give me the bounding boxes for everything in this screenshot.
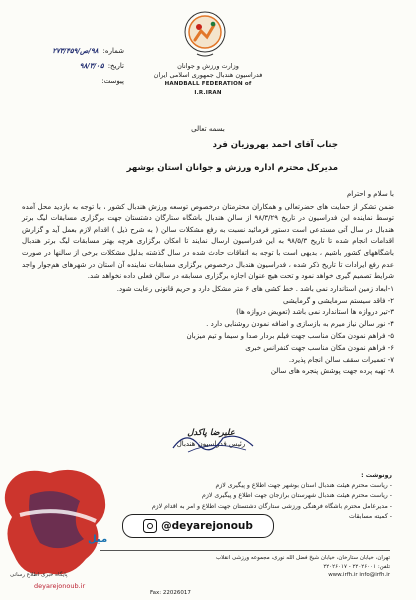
fax-line: Fax: 22026017: [150, 590, 191, 596]
letter-number: ۹۸/ص/۲۷۳/۴۵۹: [52, 47, 99, 55]
letter-date: ۹۸/۳/۰۵: [79, 62, 104, 70]
watermark-handle: [122, 514, 274, 538]
cc-line: - ریاست محترم هیئت هندبال شهرستان برازجان جهت اطلاع و پیگیری لازم: [202, 492, 392, 500]
letter-meta: [6, 44, 124, 89]
partial-overlay-text: میل: [88, 534, 108, 545]
main-paragraph: ضمن تشکر از حمایت های حضرتعالی و همکاران محترمتان درخصوص توسعه ورزش هندبال کشور ، با توجه به بازدید محل آمده توسط نماینده این فدراسیون در تاریخ ۹۸/۳/۲۹ از سالن هندبال باشگاه ستارگان دشتستان جهت برگزاری مسابقات لیگ برتر هندبال در سال آتی مستدعی است دستور فرمائید نسبت به رفع مشکلات سالن ( به شرح ذیل ) اقدام لازم بعمل آید و گزارش اقدامات انجام شده تا تاریخ ۹۸/۵/۳ به این فدراسیون ارسال نمایند تا امکان برگزاری هرچه بهتر مسابقات لیگ برتر هندبال باشگاههای کشور باشیم ، بدیهی است با توجه به اتفاقات حادث شده در سال گذشته بدلیل مشکلات برخی از سالنها در صورت عدم رفع ایرادات تا تاریخ ذکر شده ، فدراسیون هندبال درخصوص برگزاری مسابقات نماینده آن استان در شهرهای هم‌جوار واجد شرایط تصمیم گیری خواهد نمود و تحت هیچ عنوان اجازه برگزاری مسابقه در سالن فعلی داده نخواهد شد.: [22, 202, 395, 281]
issue-item: ۸- تهیه پرده جهت پوشش پنجره های سالن: [270, 367, 394, 376]
org-heading: [150, 62, 266, 98]
signature-block: [156, 428, 266, 448]
attachment-label: پیوست:: [101, 77, 124, 85]
footer-divider: [100, 550, 390, 551]
letter-number-label: شماره:: [102, 47, 124, 55]
attachment-row: [6, 74, 124, 89]
federation-logo-icon: [183, 10, 227, 60]
letter-number-row: [6, 44, 124, 59]
signer-name: علیرضا پاکدل: [187, 428, 235, 438]
issue-item: ۴- نور سالن نیاز میرم به بازسازی و اضافه نمودن روشنایی دارد .: [206, 320, 394, 329]
signer-title: رئیس فدراسیون هندبال: [176, 440, 246, 448]
addressee-title: مدیرکل محترم اداره ورزش و جوانان استان بوشهر: [126, 163, 338, 173]
addressee: جناب آقای احمد بهروزیان فرد: [212, 140, 338, 150]
watermark-domain: deyarejonoub.ir: [34, 582, 86, 590]
instagram-icon: [143, 519, 157, 533]
issue-item: ۱-ابعاد زمین استاندارد نمی باشد . خط کشی های ۶ متر مشکل دارد و حریم قانونی رعایت شود.: [116, 284, 394, 293]
cc-line: - مدیرعامل محترم باشگاه فرهنگی ورزشی ستارگان دشتستان جهت اطلاع و امر به اقدام لازم: [151, 502, 392, 510]
watermark-caption: پایگاه خبری اطلاع رسانی: [10, 572, 68, 578]
letter-body: [22, 189, 394, 378]
greeting: با سلام و احترام: [346, 190, 394, 198]
web-line: www.irfh.ir info@irfh.ir: [328, 572, 390, 578]
date-label: تاریخ:: [107, 62, 124, 70]
issue-list: [22, 284, 394, 378]
federation-name: فدراسیون هندبال جمهوری اسلامی ایران: [153, 71, 263, 79]
signature-scribble-icon: [168, 426, 258, 456]
cc-line: - ریاست محترم هیئت هندبال استان بوشهر جهت اطلاع و پیگیری لازم: [215, 482, 392, 490]
bismillah: بسمه تعالی: [191, 125, 225, 133]
cc-heading: رونوشت :: [361, 472, 392, 479]
date-row: [6, 59, 124, 74]
cc-line: - کمیته مسابقات: [348, 512, 392, 520]
issue-item: ۵- فراهم نمودن مکان مناسب جهت فیلم بردار صدا و سیما و تیم میزبان: [186, 331, 394, 340]
issue-item: ۷- تعمیرات سقف سالن انجام پذیرد.: [288, 355, 394, 364]
watermark-handle-text: @deyarejonoub: [161, 520, 253, 532]
phone-line: تلفن: ۲۲۰۲۶۰۰۱ - ۲۲۰۲۶۰۱۷: [323, 563, 390, 570]
footer-address: [170, 554, 390, 580]
issue-item: ۲- فاقد سیستم سرمایشی و گرمایشی: [282, 296, 394, 305]
issue-item: ۳-تیر دروازه ها استاندارد نمی باشد (تعویض دروازه ها): [236, 308, 394, 317]
federation-name-en: HANDBALL FEDERATION of I.R.IRAN: [164, 81, 252, 96]
ministry-name: وزارت ورزش و جوانان: [177, 62, 239, 70]
issue-item: ۶- فراهم نمودن مکان مناسب جهت کنفرانس خبری: [245, 343, 394, 352]
address-line: تهران، خیابان ستارخان، خیابان شیخ فضل الله نوری، مجموعه ورزشی انقلاب: [215, 555, 390, 561]
